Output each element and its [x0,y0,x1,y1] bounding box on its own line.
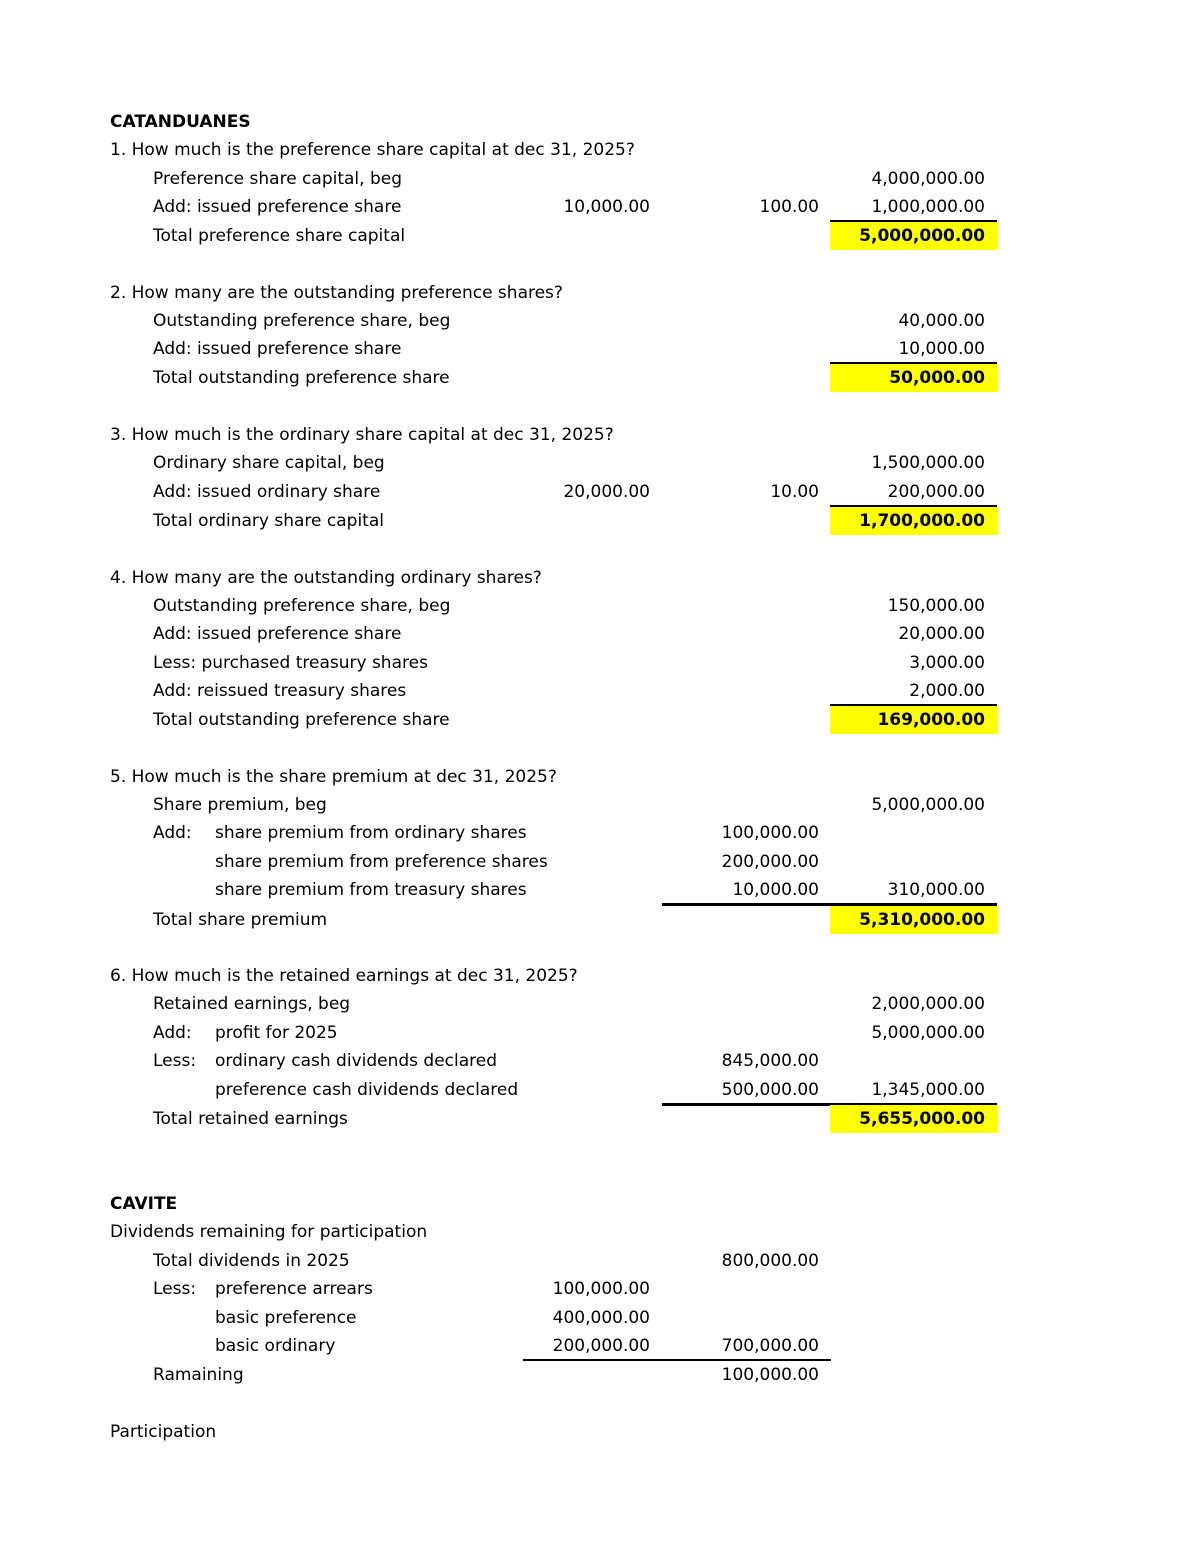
q6-total-label: Total retained earnings [153,1109,348,1129]
q2-add-row [0,335,1200,363]
q3-question: 3. How much is the ordinary share capital at dec 31, 2025? [110,425,614,445]
cavite-remaining-row [0,1361,1200,1389]
q6-ord-div-row [0,1047,1200,1075]
q2-question: 2. How many are the outstanding preference shares? [110,283,563,303]
q4-beg-row [0,592,1200,620]
q5-item1-label: share premium from ordinary shares [215,823,527,843]
q2-total-value: 50,000.00 [889,368,985,388]
q5-item2-value: 200,000.00 [721,852,819,872]
q6-total-row [0,1105,1200,1133]
q6-subtotal-value: 1,345,000.00 [871,1080,985,1100]
q6-profit-row [0,1019,1200,1047]
cavite-basic-pref-label: basic preference [215,1308,357,1328]
q6-pref-div-value: 500,000.00 [721,1080,819,1100]
q3-total-value: 1,700,000.00 [859,511,985,531]
q5-item2-label: share premium from preference shares [215,852,548,872]
cavite-total-div-row [0,1247,1200,1275]
q1-question: 1. How much is the preference share capital at dec 31, 2025? [110,140,635,160]
q5-beg-label: Share premium, beg [153,795,327,815]
q3-add-par: 10.00 [770,482,819,502]
q4-beg-label: Outstanding preference share, beg [153,596,451,616]
q5-add-prefix: Add: [153,823,192,843]
cavite-remaining-value: 100,000.00 [721,1365,819,1385]
cavite-subheading: Dividends remaining for participation [110,1222,428,1242]
q1-total-row [0,222,1200,250]
q5-question: 5. How much is the share premium at dec 31, 2025? [110,767,557,787]
q5-item3-value: 10,000.00 [732,880,819,900]
q1-add-par: 100.00 [759,197,819,217]
q4-less-row [0,649,1200,677]
q6-beg-row [0,990,1200,1018]
q4-less-label: Less: purchased treasury shares [153,653,428,673]
q4-total-label: Total outstanding preference share [153,710,450,730]
q4-less-value: 3,000.00 [909,653,985,673]
q6-less-prefix: Less: [153,1051,197,1071]
q3-beg-value: 1,500,000.00 [871,453,985,473]
q1-add-shares: 10,000.00 [563,197,650,217]
cavite-arrears-row [0,1275,1200,1303]
q6-beg-label: Retained earnings, beg [153,994,351,1014]
cavite-basic-pref-value: 400,000.00 [552,1308,650,1328]
q5-total-row [0,906,1200,934]
cavite-total-div-value: 800,000.00 [721,1251,819,1271]
q4-question-row [0,564,1200,592]
cavite-arrears-value: 100,000.00 [552,1279,650,1299]
q4-beg-value: 150,000.00 [887,596,985,616]
q6-total-value: 5,655,000.00 [859,1109,985,1129]
q6-pref-div-label: preference cash dividends declared [215,1080,519,1100]
section-heading-row [0,108,1200,136]
q3-total-label: Total ordinary share capital [153,511,384,531]
q5-beg-value: 5,000,000.00 [871,795,985,815]
q1-add-row [0,193,1200,221]
q3-total-row [0,507,1200,535]
q3-add-row [0,478,1200,506]
q4-reissue-label: Add: reissued treasury shares [153,681,407,701]
q1-add-label: Add: issued preference share [153,197,402,217]
q2-beg-row [0,307,1200,335]
q6-question: 6. How much is the retained earnings at dec 31, 2025? [110,966,578,986]
q4-reissue-row [0,677,1200,705]
q1-beg-row [0,165,1200,193]
q6-pref-div-row [0,1076,1200,1104]
q3-add-value: 200,000.00 [887,482,985,502]
q4-total-value: 169,000.00 [877,710,985,730]
q5-item2-row [0,848,1200,876]
cavite-basic-ord-row [0,1332,1200,1360]
q6-profit-label: profit for 2025 [215,1023,338,1043]
q1-beg-label: Preference share capital, beg [153,169,402,189]
q4-question: 4. How many are the outstanding ordinary shares? [110,568,542,588]
cavite-less-total-value: 700,000.00 [721,1336,819,1356]
q6-ord-div-label: ordinary cash dividends declared [215,1051,498,1071]
q6-profit-value: 5,000,000.00 [871,1023,985,1043]
q5-total-label: Total share premium [153,910,328,930]
q5-item1-value: 100,000.00 [721,823,819,843]
q2-question-row [0,279,1200,307]
q2-beg-value: 40,000.00 [898,311,985,331]
q4-add-label: Add: issued preference share [153,624,402,644]
q5-subtotal-value: 310,000.00 [887,880,985,900]
q3-beg-label: Ordinary share capital, beg [153,453,385,473]
q6-question-row [0,962,1200,990]
q3-question-row [0,421,1200,449]
section-heading: CATANDUANES [110,112,251,132]
q4-total-row [0,706,1200,734]
cavite-basic-pref-row [0,1304,1200,1332]
q5-beg-row [0,791,1200,819]
cavite-basic-ord-value: 200,000.00 [552,1336,650,1356]
q2-total-label: Total outstanding preference share [153,368,450,388]
q2-add-label: Add: issued preference share [153,339,402,359]
cavite-heading-row [0,1190,1200,1218]
q5-total-value: 5,310,000.00 [859,910,985,930]
q2-total-row [0,364,1200,392]
q3-add-label: Add: issued ordinary share [153,482,381,502]
cavite-remaining-label: Ramaining [153,1365,244,1385]
q6-beg-value: 2,000,000.00 [871,994,985,1014]
q1-beg-value: 4,000,000.00 [871,169,985,189]
participation-label: Participation [110,1422,217,1442]
q3-add-shares: 20,000.00 [563,482,650,502]
cavite-less-prefix: Less: [153,1279,197,1299]
cavite-total-div-label: Total dividends in 2025 [153,1251,350,1271]
q6-add-prefix: Add: [153,1023,192,1043]
q4-reissue-value: 2,000.00 [909,681,985,701]
q6-ord-div-value: 845,000.00 [721,1051,819,1071]
q4-add-value: 20,000.00 [898,624,985,644]
cavite-basic-ord-label: basic ordinary [215,1336,336,1356]
q2-beg-label: Outstanding preference share, beg [153,311,451,331]
q1-total-label: Total preference share capital [153,226,406,246]
cavite-subheading-row [0,1218,1200,1246]
participation-row [0,1418,1200,1446]
q4-add-row [0,620,1200,648]
q5-question-row [0,763,1200,791]
q5-item3-label: share premium from treasury shares [215,880,527,900]
q1-add-value: 1,000,000.00 [871,197,985,217]
q5-item1-row [0,819,1200,847]
cavite-arrears-label: preference arrears [215,1279,373,1299]
q1-total-value: 5,000,000.00 [859,226,985,246]
q2-add-value: 10,000.00 [898,339,985,359]
q1-question-row [0,136,1200,164]
q5-item3-row [0,876,1200,904]
q3-beg-row [0,449,1200,477]
cavite-heading: CAVITE [110,1194,178,1214]
